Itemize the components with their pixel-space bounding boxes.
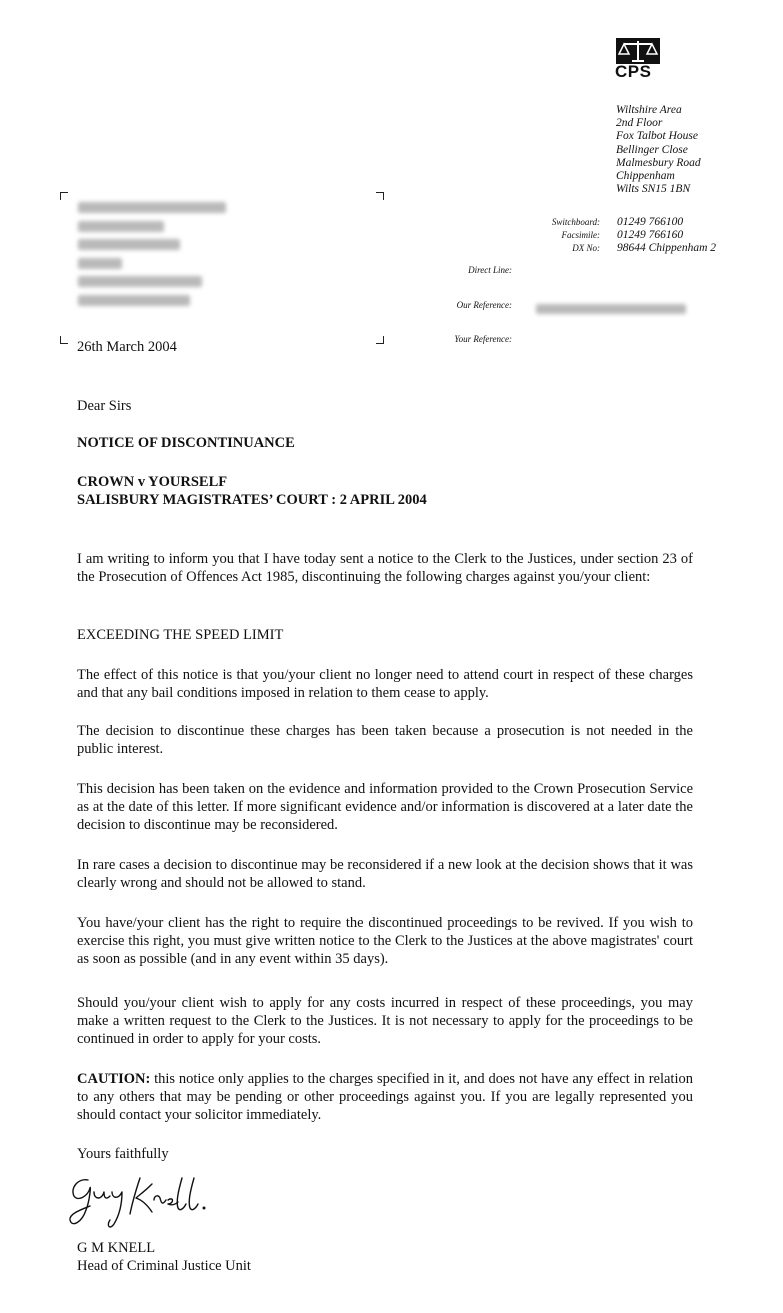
redacted-reference	[536, 304, 686, 314]
switchboard-number: 01249 766100	[617, 216, 684, 228]
contact-values	[617, 216, 716, 256]
logo-text: CPS	[615, 62, 652, 81]
paragraph-caution	[77, 1070, 693, 1124]
facsimile-number: 01249 766160	[617, 229, 684, 242]
address-line: Chippenham	[616, 170, 675, 183]
address-line: Fox Talbot House	[616, 130, 698, 143]
signatory-name: G M KNELL	[77, 1240, 156, 1256]
paragraph-effect: The effect of this notice is that you/your client no longer need to attend court in respect of these charges and that any bail conditions imposed in relation to them cease to apply.	[77, 667, 693, 701]
address-window-corner	[376, 192, 384, 200]
facsimile-label: Facsimile:	[561, 230, 600, 241]
address-window-corner	[60, 192, 68, 200]
letter-date: 26th March 2004	[77, 339, 177, 355]
caution-label: CAUTION:	[77, 1071, 151, 1087]
address-window-corner	[60, 336, 68, 344]
cps-logo-icon	[616, 38, 660, 64]
address-line: Malmesbury Road	[616, 156, 701, 169]
contact-labels	[520, 216, 600, 256]
salutation: Dear Sirs	[77, 398, 132, 414]
paragraph-right-to-revive: You have/your client has the right to require the discontinued proceedings to be revived. If you wish to exercise this right, you must give written notice to the Clerk to the Justices at the above magistrates' court as soon as possible (and in any event within 35 days).	[77, 915, 693, 967]
letter-title: NOTICE OF DISCONTINUANCE	[77, 435, 295, 451]
dx-label: DX No:	[572, 243, 600, 254]
case-title: CROWN v YOURSELF	[77, 474, 228, 490]
sender-address	[616, 104, 701, 196]
dx-number: 98644 Chippenham 2	[617, 242, 717, 255]
direct-line-label: Direct Line:	[468, 265, 512, 275]
paragraph-costs: Should you/your client wish to apply for any costs incurred in respect of these proceedings, you may make a written request to the Clerk to the Justices. It is not necessary to apply for the proceedings to be continued in order to apply for your costs.	[77, 995, 693, 1047]
your-reference-label: Your Reference:	[454, 334, 512, 344]
paragraph-intro: I am writing to inform you that I have today sent a notice to the Clerk to the Justices, under section 23 of the Prosecution of Offences Act 1985, discontinuing the following charges against you/your client:	[77, 551, 693, 585]
address-line: Bellinger Close	[616, 143, 688, 156]
court-hearing: SALISBURY MAGISTRATES’ COURT : 2 APRIL 2004	[77, 492, 427, 508]
caution-text: this notice only applies to the charges specified in it, and does not have any effect in relation to any others that may be pending or other proceedings against you. If you are legally represented you should contact your solicitor immediately.	[77, 1071, 693, 1123]
paragraph-evidence: This decision has been taken on the evidence and information provided to the Crown Prosecution Service as at the date of this letter. If more significant evidence and/or information is discovered at a later date the decision to discontinue may be reconsidered.	[77, 781, 693, 833]
handwritten-signature	[66, 1170, 216, 1236]
address-line: Wilts SN15 1BN	[616, 183, 691, 196]
switchboard-label: Switchboard:	[551, 217, 600, 227]
charge-name: EXCEEDING THE SPEED LIMIT	[77, 627, 284, 643]
our-reference-label: Our Reference:	[456, 300, 512, 310]
paragraph-rare-cases: In rare cases a decision to discontinue may be reconsidered if a new look at the decision shows that it was clearly wrong and should not be allowed to stand.	[77, 857, 693, 891]
address-line: 2nd Floor	[616, 117, 663, 130]
address-window-corner	[376, 336, 384, 344]
paragraph-reason: The decision to discontinue these charges has been taken because a prosecution is not needed in the public interest.	[77, 723, 693, 757]
signatory-position: Head of Criminal Justice Unit	[77, 1258, 251, 1274]
address-line: Wiltshire Area	[616, 104, 682, 116]
closing: Yours faithfully	[77, 1146, 169, 1162]
